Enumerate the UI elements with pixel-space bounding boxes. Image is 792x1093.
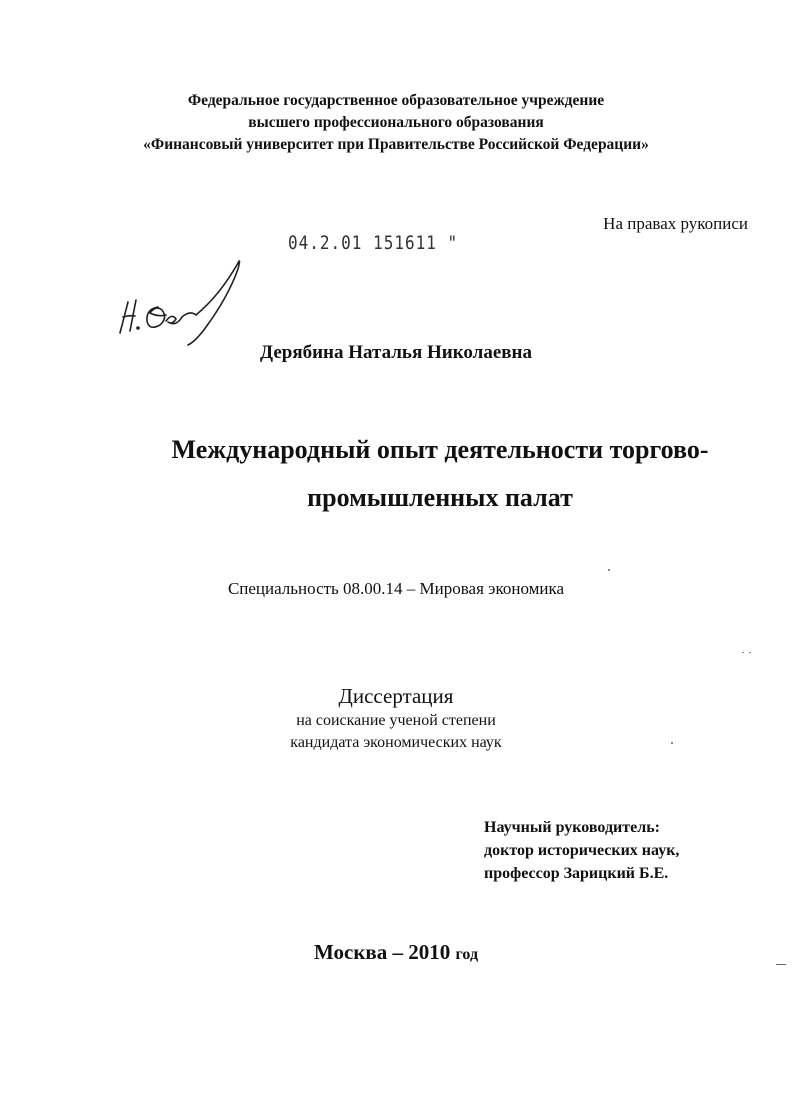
supervisor-name: профессор Зарицкий Б.Е. bbox=[484, 865, 669, 882]
specialty: Специальность 08.00.14 – Мировая экономика bbox=[227, 579, 565, 598]
dissertation-heading: Диссертация bbox=[338, 684, 454, 708]
institution-line-2: высшего профессионального образования bbox=[248, 114, 544, 131]
scan-speck bbox=[776, 964, 786, 965]
degree-line-1: на соискание ученой степени bbox=[296, 712, 496, 729]
title-line-2: промышленных палат bbox=[307, 483, 573, 512]
supervisor-block bbox=[484, 816, 679, 885]
dissertation-title bbox=[120, 426, 760, 522]
degree-line-2: кандидата экономических наук bbox=[290, 734, 502, 751]
dissertation-degree bbox=[0, 710, 792, 754]
institution-line-3: «Финансовый университет при Правительстве Российской Федерации» bbox=[143, 136, 649, 153]
manuscript-note: На правах рукописи bbox=[603, 214, 748, 233]
scan-speck bbox=[742, 652, 744, 653]
archive-stamp: 04.2.01 151611 " bbox=[288, 231, 459, 254]
author-name: Дерябина Наталья Николаевна bbox=[260, 342, 532, 363]
scan-speck bbox=[671, 742, 673, 744]
scan-speck bbox=[749, 652, 751, 653]
title-line-1: Международный опыт деятельности торгово- bbox=[171, 435, 709, 464]
scan-speck bbox=[608, 569, 610, 571]
institution-line-1: Федеральное государственное образовательное учреждение bbox=[187, 92, 605, 109]
supervisor-degree: доктор исторических наук, bbox=[484, 842, 680, 859]
institution-header bbox=[0, 90, 792, 156]
place-year bbox=[0, 940, 792, 965]
handwritten-signature bbox=[110, 255, 260, 350]
place-year-suffix: год bbox=[455, 946, 479, 963]
supervisor-label: Научный руководитель: bbox=[484, 819, 660, 836]
place-year-main: Москва – 2010 bbox=[313, 940, 451, 964]
